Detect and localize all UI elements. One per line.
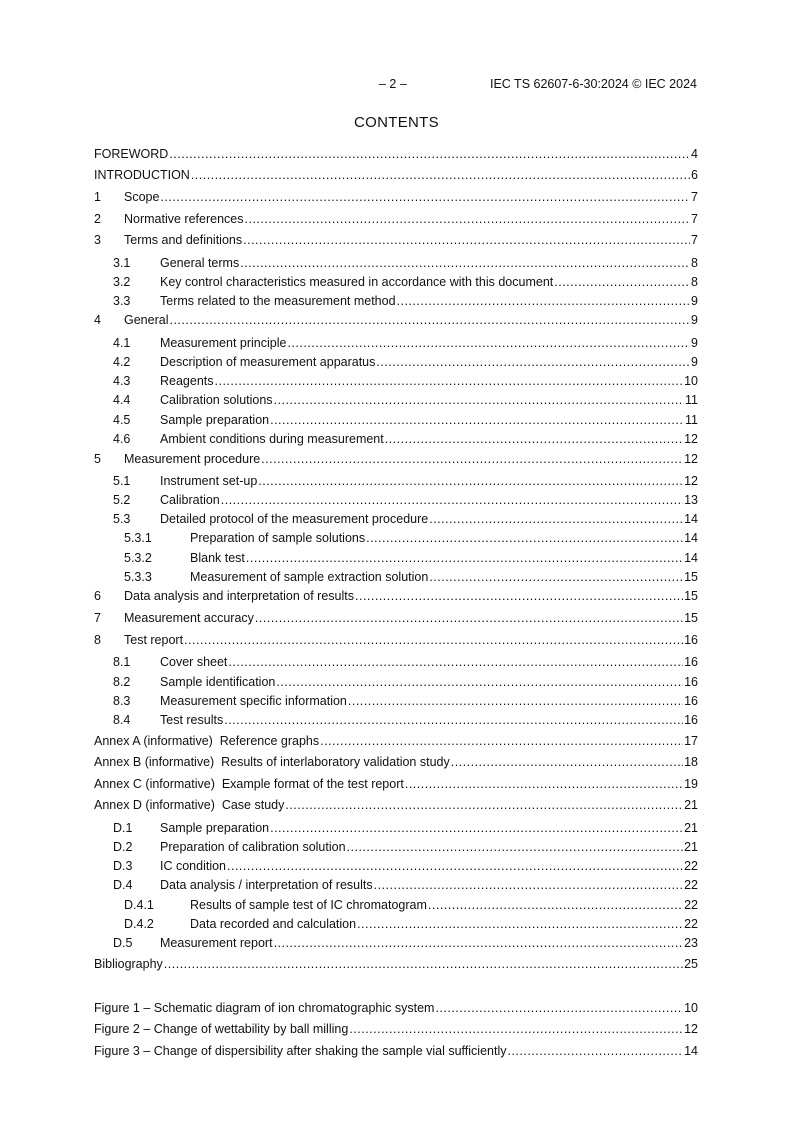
toc-entry-title: Measurement principle: [160, 336, 287, 350]
toc-leader: [245, 211, 691, 227]
toc-entry[interactable]: [94, 146, 698, 162]
toc-entry-page: 9: [691, 355, 698, 369]
toc-entry-number: 4: [94, 313, 101, 327]
toc-entry-title: Scope: [124, 190, 160, 204]
toc-entry[interactable]: [94, 820, 698, 836]
toc-entry-page: 15: [684, 589, 698, 603]
figure-entry-title: Figure 3 – Change of dispersibility after shaking the sample vial sufficiently: [94, 1044, 507, 1058]
toc-entry[interactable]: [94, 935, 698, 951]
figure-entry-page: 12: [684, 1022, 698, 1036]
figure-entry[interactable]: [94, 1000, 698, 1016]
toc-entry-page: 14: [684, 512, 698, 526]
toc-entry[interactable]: [94, 877, 698, 893]
page-number: – 2 –: [379, 77, 407, 91]
toc-entry[interactable]: [94, 373, 698, 389]
figure-entry[interactable]: [94, 1043, 698, 1059]
toc-entry-number: 8.3: [113, 694, 131, 708]
toc-entry-number: 8.4: [113, 713, 131, 727]
figure-entry-page: 10: [684, 1001, 698, 1015]
toc-leader: [243, 232, 690, 248]
toc-leader: [184, 632, 683, 648]
toc-entry-number: 5.1: [113, 474, 131, 488]
toc-entry-title: Measurement report: [160, 936, 273, 950]
toc-leader: [270, 412, 684, 428]
toc-entry-page: 25: [684, 957, 698, 971]
toc-entry[interactable]: [94, 674, 698, 690]
toc-entry-number: 3.2: [113, 275, 131, 289]
toc-entry-number: 4.1: [113, 336, 131, 350]
toc-leader: [191, 167, 690, 183]
toc-leader: [240, 255, 690, 271]
toc-leader: [255, 610, 683, 626]
toc-entry-number: 5.3.3: [124, 570, 152, 584]
toc-entry-page: 11: [685, 413, 698, 427]
toc-entry-title: General: [124, 313, 169, 327]
toc-entry-number: D.4: [113, 878, 133, 892]
toc-entry-title: Normative references: [124, 212, 244, 226]
toc-entry-number: 4.6: [113, 432, 131, 446]
toc-entry[interactable]: [94, 293, 698, 309]
toc-entry-title: Reagents: [160, 374, 214, 388]
toc-leader: [258, 473, 683, 489]
toc-entry-page: 16: [684, 655, 698, 669]
toc-entry[interactable]: [94, 167, 698, 183]
toc-entry-number: D.5: [113, 936, 133, 950]
toc-leader: [355, 588, 683, 604]
toc-leader: [347, 839, 684, 855]
contents-title: CONTENTS: [354, 114, 439, 131]
toc-entry-page: 14: [684, 531, 698, 545]
toc-entry-page: 9: [691, 313, 698, 327]
toc-entry-page: 21: [684, 840, 698, 854]
toc-leader: [397, 293, 691, 309]
toc-entry-title: Measurement specific information: [160, 694, 347, 708]
toc-entry-number: D.1: [113, 821, 133, 835]
toc-entry-number: 3.3: [113, 294, 131, 308]
toc-entry-title: Annex A (informative) Reference graphs: [94, 734, 320, 748]
toc-entry-number: D.3: [113, 859, 133, 873]
toc-entry[interactable]: [94, 712, 698, 728]
toc-leader: [261, 451, 683, 467]
toc-entry-title: Measurement of sample extraction solution: [190, 570, 429, 584]
toc-entry-page: 16: [684, 694, 698, 708]
toc-entry-title: IC condition: [160, 859, 227, 873]
toc-entry-page: 7: [691, 233, 698, 247]
toc-entry-number: 4.4: [113, 393, 131, 407]
toc-entry[interactable]: [94, 610, 698, 626]
toc-entry-page: 12: [684, 432, 698, 446]
toc-leader: [221, 492, 683, 508]
toc-entry-page: 16: [684, 675, 698, 689]
toc-entry[interactable]: [94, 473, 698, 489]
figure-entry[interactable]: [94, 1021, 698, 1037]
toc-leader: [228, 654, 683, 670]
toc-entry-number: 5.3.1: [124, 531, 152, 545]
toc-entry-page: 9: [691, 336, 698, 350]
toc-entry-title: Bibliography: [94, 957, 163, 971]
toc-entry-page: 14: [684, 551, 698, 565]
toc-entry[interactable]: [94, 956, 698, 972]
toc-entry-title: Test results: [160, 713, 224, 727]
toc-entry-title: Preparation of sample solutions: [190, 531, 366, 545]
toc-entry-title: Description of measurement apparatus: [160, 355, 376, 369]
toc-entry-title: Sample preparation: [160, 413, 270, 427]
toc-entry-title: Annex C (informative) Example format of the test report: [94, 777, 404, 791]
toc-entry-number: 2: [94, 212, 101, 226]
toc-entry[interactable]: [94, 189, 698, 205]
figure-entry-page: 14: [684, 1044, 698, 1058]
toc-entry-page: 21: [684, 798, 698, 812]
toc-entry[interactable]: [94, 654, 698, 670]
toc-leader: [169, 146, 690, 162]
toc-entry-number: D.2: [113, 840, 133, 854]
toc-entry[interactable]: [94, 511, 698, 527]
toc-leader: [285, 797, 683, 813]
toc-entry[interactable]: [94, 255, 698, 271]
toc-entry[interactable]: [94, 632, 698, 648]
toc-entry-page: 22: [684, 898, 698, 912]
toc-entry[interactable]: [94, 354, 698, 370]
toc-leader: [429, 511, 683, 527]
toc-entry-number: 5.3.2: [124, 551, 152, 565]
toc-entry-number: 8.2: [113, 675, 131, 689]
toc-leader: [276, 674, 683, 690]
toc-entry-title: Sample identification: [160, 675, 276, 689]
toc-entry-number: 5.2: [113, 493, 131, 507]
toc-entry-title: Terms related to the measurement method: [160, 294, 396, 308]
toc-entry-title: Detailed protocol of the measurement procedure: [160, 512, 429, 526]
toc-entry[interactable]: [94, 492, 698, 508]
toc-entry-number: 7: [94, 611, 101, 625]
toc-entry[interactable]: [94, 274, 698, 290]
toc-entry-title: Sample preparation: [160, 821, 270, 835]
toc-leader: [357, 916, 683, 932]
toc-entry-page: 12: [684, 452, 698, 466]
toc-leader: [554, 274, 690, 290]
toc-leader: [405, 776, 683, 792]
toc-entry-title: Annex B (informative) Results of interlaboratory validation study: [94, 755, 450, 769]
toc-entry-title: Blank test: [190, 551, 245, 565]
toc-entry-title: Terms and definitions: [124, 233, 243, 247]
toc-entry-title: Calibration: [160, 493, 220, 507]
toc-entry-page: 9: [691, 294, 698, 308]
toc-leader: [429, 569, 683, 585]
toc-entry[interactable]: [94, 569, 698, 585]
toc-entry-page: 8: [691, 256, 698, 270]
toc-entry-page: 18: [684, 755, 698, 769]
toc-leader: [215, 373, 684, 389]
toc-leader: [320, 733, 683, 749]
toc-entry-title: Test report: [124, 633, 184, 647]
toc-entry-title: Measurement accuracy: [124, 611, 254, 625]
figure-entry-title: Figure 1 – Schematic diagram of ion chromatographic system: [94, 1001, 435, 1015]
toc-entry-title: Measurement procedure: [124, 452, 261, 466]
toc-entry-number: 5.3: [113, 512, 131, 526]
toc-entry-page: 22: [684, 878, 698, 892]
toc-entry-number: 6: [94, 589, 101, 603]
toc-entry-number: D.4.2: [124, 917, 154, 931]
document-reference: IEC TS 62607-6-30:2024 © IEC 2024: [489, 77, 697, 91]
toc-entry-number: 4.2: [113, 355, 131, 369]
toc-entry-title: Annex D (informative) Case study: [94, 798, 285, 812]
toc-entry-page: 15: [684, 570, 698, 584]
toc-entry-page: 10: [684, 374, 698, 388]
toc-leader: [274, 392, 684, 408]
toc-entry-title: Preparation of calibration solution: [160, 840, 346, 854]
toc-entry-title: Data analysis / interpretation of results: [160, 878, 373, 892]
toc-entry-page: 22: [684, 917, 698, 931]
toc-leader: [224, 712, 683, 728]
toc-leader: [348, 693, 683, 709]
toc-entry-page: 4: [691, 147, 698, 161]
toc-entry-number: 1: [94, 190, 101, 204]
toc-entry-page: 8: [691, 275, 698, 289]
toc-entry-title: Results of sample test of IC chromatogram: [190, 898, 427, 912]
toc-entry-number: 3.1: [113, 256, 131, 270]
toc-entry-page: 6: [691, 168, 698, 182]
toc-leader: [435, 1000, 683, 1016]
toc-entry[interactable]: [94, 530, 698, 546]
toc-entry-number: 3: [94, 233, 101, 247]
toc-entry-page: 23: [684, 936, 698, 950]
toc-leader: [507, 1043, 683, 1059]
toc-entry-page: 11: [685, 393, 698, 407]
toc-leader: [227, 858, 683, 874]
toc-entry[interactable]: [94, 211, 698, 227]
toc-leader: [451, 754, 683, 770]
toc-entry[interactable]: [94, 550, 698, 566]
toc-entry-page: 13: [684, 493, 698, 507]
toc-entry-page: 21: [684, 821, 698, 835]
toc-entry-number: 8.1: [113, 655, 131, 669]
toc-entry[interactable]: [94, 588, 698, 604]
toc-entry-page: 16: [684, 633, 698, 647]
toc-entry[interactable]: [94, 916, 698, 932]
toc-leader: [287, 335, 690, 351]
toc-entry-title: Instrument set-up: [160, 474, 258, 488]
toc-entry[interactable]: [94, 733, 698, 749]
toc-entry[interactable]: [94, 392, 698, 408]
toc-leader: [246, 550, 683, 566]
toc-entry-title: INTRODUCTION: [94, 168, 190, 182]
toc-entry[interactable]: [94, 797, 698, 813]
toc-entry[interactable]: [94, 412, 698, 428]
toc-leader: [270, 820, 683, 836]
toc-leader: [274, 935, 684, 951]
toc-entry-page: 19: [684, 777, 698, 791]
toc-entry[interactable]: [94, 858, 698, 874]
toc-entry-page: 12: [684, 474, 698, 488]
toc-entry[interactable]: [94, 693, 698, 709]
toc-entry-number: D.4.1: [124, 898, 154, 912]
toc-leader: [385, 431, 683, 447]
toc-entry[interactable]: [94, 312, 698, 328]
toc-leader: [349, 1021, 683, 1037]
toc-leader: [376, 354, 690, 370]
toc-entry[interactable]: [94, 839, 698, 855]
toc-entry-number: 4.5: [113, 413, 131, 427]
toc-entry-title: General terms: [160, 256, 240, 270]
toc-leader: [169, 312, 690, 328]
toc-entry[interactable]: [94, 232, 698, 248]
toc-entry-title: Key control characteristics measured in accordance with this document: [160, 275, 554, 289]
toc-leader: [164, 956, 683, 972]
toc-entry[interactable]: [94, 451, 698, 467]
toc-entry-title: Data recorded and calculation: [190, 917, 357, 931]
toc-leader: [366, 530, 683, 546]
toc-entry[interactable]: [94, 776, 698, 792]
toc-leader: [428, 897, 683, 913]
toc-entry-page: 15: [684, 611, 698, 625]
toc-entry-title: FOREWORD: [94, 147, 169, 161]
toc-entry[interactable]: [94, 431, 698, 447]
toc-entry-page: 16: [684, 713, 698, 727]
toc-entry-number: 5: [94, 452, 101, 466]
figure-entry-title: Figure 2 – Change of wettability by ball milling: [94, 1022, 349, 1036]
page-header: [0, 77, 793, 93]
toc-leader: [160, 189, 690, 205]
toc-entry-number: 4.3: [113, 374, 131, 388]
toc-entry-page: 22: [684, 859, 698, 873]
toc-entry-page: 7: [691, 190, 698, 204]
toc-entry[interactable]: [94, 897, 698, 913]
toc-entry[interactable]: [94, 754, 698, 770]
toc-entry[interactable]: [94, 335, 698, 351]
toc-leader: [374, 877, 683, 893]
toc-entry-title: Ambient conditions during measurement: [160, 432, 384, 446]
toc-entry-title: Cover sheet: [160, 655, 228, 669]
toc-entry-page: 7: [691, 212, 698, 226]
toc-entry-page: 17: [684, 734, 698, 748]
toc-entry-number: 8: [94, 633, 101, 647]
toc-entry-title: Calibration solutions: [160, 393, 273, 407]
toc-entry-title: Data analysis and interpretation of results: [124, 589, 354, 603]
